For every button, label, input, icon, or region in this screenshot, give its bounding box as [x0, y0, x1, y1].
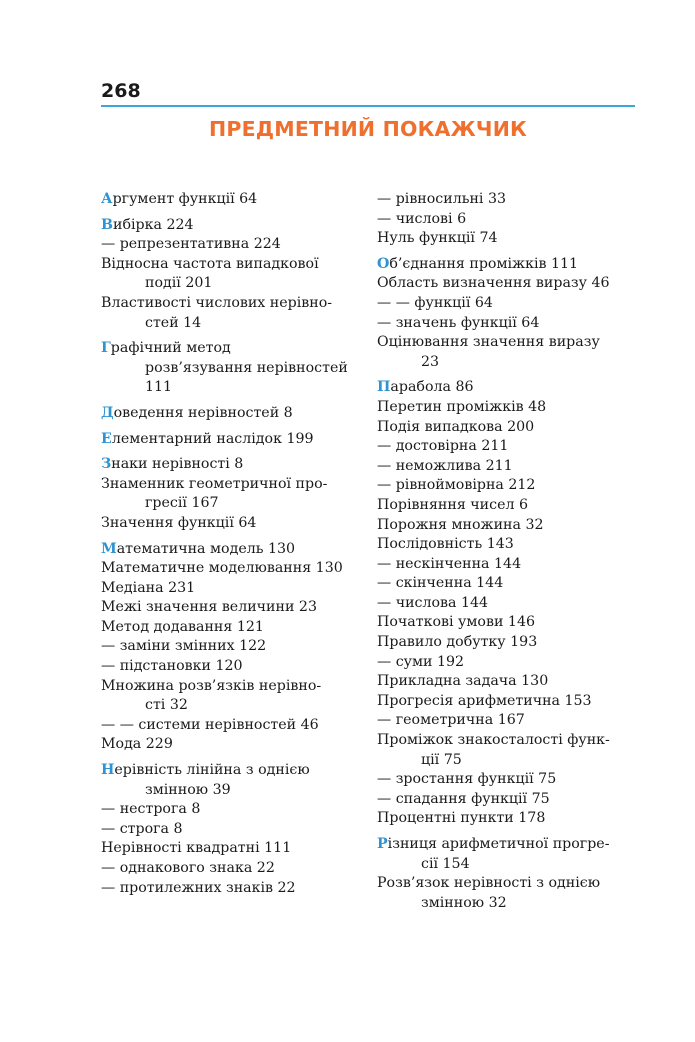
index-group — [101, 761, 363, 898]
index-entry — [377, 731, 639, 770]
index-group — [101, 540, 363, 756]
entry-text: Послідовність 143 — [377, 536, 514, 553]
entry-text: Метод додавання 121 — [101, 618, 264, 635]
index-entry — [101, 735, 363, 755]
index-entry — [101, 235, 363, 255]
entry-text: — — функції 64 — [377, 294, 493, 311]
index-letter: Р — [377, 836, 388, 852]
index-entry — [101, 879, 363, 899]
index-group — [377, 255, 639, 373]
entry-text: — нескінченна 144 — [377, 555, 522, 572]
index-entry — [101, 455, 363, 475]
entry-continuation: 111 — [145, 379, 173, 396]
index-entry — [377, 333, 639, 372]
entry-continuation: стей 14 — [145, 314, 202, 331]
index-letter: О — [377, 255, 390, 272]
index-entry — [377, 835, 639, 874]
entry-text: — репрезентативна 224 — [101, 236, 281, 253]
entry-text: — суми 192 — [377, 653, 465, 670]
entry-text: Перетин проміжків 48 — [377, 398, 547, 415]
index-entry — [101, 514, 363, 534]
entry-text: ргумент функції 64 — [112, 191, 258, 207]
entry-text: — рівноймовірна 212 — [377, 477, 536, 494]
entry-continuation: сії 154 — [421, 855, 470, 872]
index-column-right — [377, 190, 639, 919]
entry-text: Оцінювання значення виразу — [377, 334, 600, 351]
index-group — [101, 190, 363, 210]
entry-text: Властивості числових нерівно- — [101, 294, 333, 311]
entry-text: Математичне моделювання 130 — [101, 560, 343, 577]
index-entry — [101, 430, 363, 450]
entry-text: — значень функції 64 — [377, 314, 540, 331]
index-entry — [101, 404, 363, 424]
entry-text: Правило добутку 193 — [377, 634, 538, 651]
entry-text: — підстановки 120 — [101, 658, 243, 675]
index-group — [101, 404, 363, 424]
index-letter: П — [377, 379, 391, 396]
entry-text: — достовірна 211 — [377, 438, 509, 455]
index-entry — [377, 496, 639, 516]
entry-text: — — системи нерівностей 46 — [101, 716, 319, 733]
entry-text: б’єднання проміжків 111 — [389, 255, 579, 272]
entry-text: — спадання функції 75 — [377, 790, 550, 807]
entry-text: атематична модель 130 — [116, 540, 296, 557]
index-entry — [377, 535, 639, 555]
entry-text: Значення функції 64 — [101, 514, 257, 531]
entry-text: Медіана 231 — [101, 579, 196, 596]
entry-text: Порівняння чисел 6 — [377, 496, 529, 513]
index-letter: Д — [101, 404, 114, 421]
entry-text: Прикладна задача 130 — [377, 673, 549, 690]
index-entry — [377, 672, 639, 692]
entry-text: Прогресія арифметична 153 — [377, 692, 592, 709]
entry-text: — нестрога 8 — [101, 801, 201, 818]
index-entry — [377, 809, 639, 829]
index-group — [101, 455, 363, 533]
index-entry — [101, 540, 363, 560]
entry-text: — скінченна 144 — [377, 575, 504, 592]
index-letter: Е — [101, 430, 112, 447]
entry-text: — числові 6 — [377, 210, 467, 227]
index-letter: Н — [101, 762, 115, 779]
index-entry — [377, 314, 639, 334]
entry-continuation: ції 75 — [421, 751, 462, 768]
index-letter: Г — [101, 340, 111, 357]
entry-text: Область визначення виразу 46 — [377, 275, 610, 292]
index-entry — [101, 657, 363, 677]
index-entry — [101, 579, 363, 599]
entry-continuation: розв’язування нерівностей — [145, 359, 348, 376]
index-entry — [101, 559, 363, 579]
index-entry — [377, 294, 639, 314]
entry-text: Порожня множина 32 — [377, 516, 544, 533]
entry-continuation: події 201 — [145, 275, 213, 292]
entry-text: — зростання функції 75 — [377, 771, 557, 788]
index-entry — [101, 190, 363, 210]
entry-text: Мода 229 — [101, 736, 173, 753]
entry-text: — геометрична 167 — [377, 712, 525, 729]
index-entry — [377, 210, 639, 230]
entry-continuation: сті 32 — [145, 697, 188, 714]
entry-text: ізниця арифметичної прогре- — [387, 836, 610, 852]
entry-text: Межі значення величини 23 — [101, 599, 317, 616]
index-entry — [101, 716, 363, 736]
index-group — [101, 339, 363, 398]
index-entry — [101, 255, 363, 294]
entry-text: Проміжок знакосталості функ- — [377, 732, 610, 749]
index-entry — [377, 190, 639, 210]
entry-text: — заміни змінних 122 — [101, 638, 267, 655]
entry-continuation: змінною 32 — [421, 894, 507, 911]
entry-text: Множина розв’язків нерівно- — [101, 677, 322, 694]
entry-text: Початкові умови 146 — [377, 614, 536, 631]
index-entry — [101, 339, 363, 398]
index-letter: М — [101, 540, 117, 557]
index-group — [101, 216, 363, 334]
entry-text: — рівносильні 33 — [377, 191, 506, 207]
index-entry — [101, 598, 363, 618]
entry-text: — однакового знака 22 — [101, 860, 275, 876]
entry-continuation: змінною 39 — [145, 781, 231, 798]
index-entry — [101, 618, 363, 638]
index-entry — [377, 613, 639, 633]
index-entry — [377, 476, 639, 496]
index-entry — [101, 839, 363, 859]
index-entry — [377, 255, 639, 275]
entry-text: Процентні пункти 178 — [377, 810, 546, 827]
index-entry — [377, 274, 639, 294]
entry-text: ерівність лінійна з однією — [114, 762, 310, 779]
entry-text: рафічний метод — [110, 340, 231, 357]
index-entry — [101, 637, 363, 657]
index-entry — [377, 874, 639, 913]
entry-text: лементарний наслідок 199 — [111, 430, 314, 447]
entry-text: Відносна частота випадкової — [101, 255, 319, 272]
index-entry — [101, 677, 363, 716]
header-rule — [101, 105, 635, 107]
index-entry — [377, 633, 639, 653]
entry-text: Подія випадкова 200 — [377, 418, 535, 435]
index-entry — [377, 398, 639, 418]
entry-text: оведення нерівностей 8 — [113, 404, 293, 421]
index-entry — [101, 820, 363, 840]
index-entry — [101, 294, 363, 333]
index-entry — [101, 216, 363, 236]
index-letter: З — [101, 456, 112, 473]
entry-text: Розв’язок нерівності з однією — [377, 875, 601, 892]
page-title: ПРЕДМЕТНИЙ ПОКАЖЧИК — [208, 117, 528, 141]
index-entry — [377, 574, 639, 594]
index-entry — [377, 555, 639, 575]
index-column-left — [101, 190, 363, 904]
index-entry — [377, 692, 639, 712]
index-entry — [377, 437, 639, 457]
index-entry — [377, 457, 639, 477]
entry-text: — протилежних знаків 22 — [101, 879, 296, 896]
entry-text: — числова 144 — [377, 594, 489, 611]
index-entry — [377, 378, 639, 398]
entry-continuation: 23 — [421, 353, 440, 370]
entry-text: ибірка 224 — [113, 216, 194, 233]
index-group — [377, 835, 639, 913]
page-number: 268 — [101, 80, 141, 102]
index-entry — [101, 800, 363, 820]
index-letter: В — [101, 216, 113, 233]
entry-text: наки нерівності 8 — [111, 456, 244, 473]
entry-text: — неможлива 211 — [377, 457, 513, 474]
index-entry — [377, 516, 639, 536]
index-entry — [101, 859, 363, 879]
index-group — [377, 190, 639, 249]
index-entry — [377, 790, 639, 810]
index-group — [101, 430, 363, 450]
index-entry — [101, 475, 363, 514]
index-entry — [377, 594, 639, 614]
index-entry — [377, 418, 639, 438]
index-group — [377, 378, 639, 829]
index-entry — [377, 653, 639, 673]
index-entry — [377, 770, 639, 790]
index-entry — [377, 711, 639, 731]
index-entry — [101, 761, 363, 800]
entry-text: Нуль функції 74 — [377, 230, 498, 247]
entry-text: Нерівності квадратні 111 — [101, 840, 292, 857]
entry-continuation: гресії 167 — [145, 495, 219, 512]
index-entry — [377, 229, 639, 249]
entry-text: арабола 86 — [390, 379, 474, 396]
index-letter: А — [101, 191, 113, 207]
entry-text: Знаменник геометричної про- — [101, 475, 328, 492]
entry-text: — строга 8 — [101, 820, 183, 837]
